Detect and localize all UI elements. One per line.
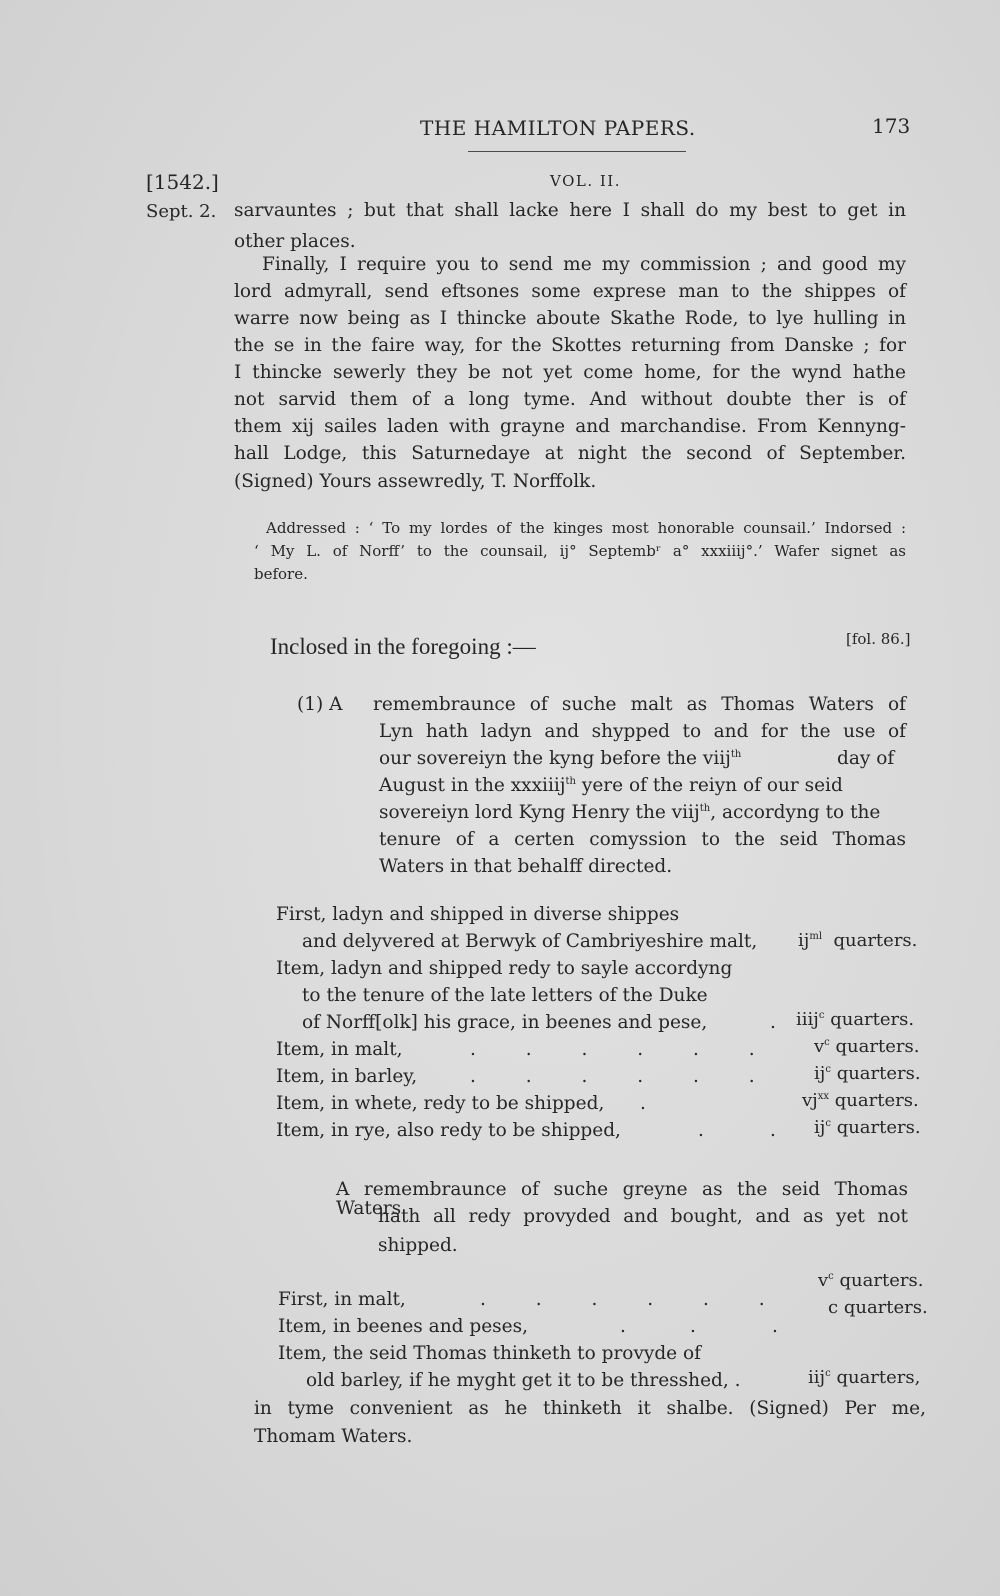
leader-dot: . [772, 1316, 778, 1337]
remembrance-line: A remembraunce of suche greyne as the seid Thomas Waters [336, 1179, 908, 1219]
letter-line: (Signed) Yours assewredly, T. Norffolk. [234, 471, 597, 492]
closing-line: in tyme convenient as he thinketh it shalbe. (Signed) Per me, [254, 1398, 926, 1419]
item-line: Item, the seid Thomas thinketh to provyde of [278, 1343, 701, 1364]
item-line: to the tenure of the late letters of the Duke [302, 985, 708, 1006]
remembrance-line: hath all redy provyded and bought, and as yet not [378, 1206, 908, 1227]
letter-line: lord admyrall, send eftsones some exprese man to the shippes of [234, 281, 906, 302]
letter-line: sarvauntes ; but that shall lacke here I shall do my best to get in [234, 200, 906, 221]
letter-line: not sarvid them of a long tyme. And without doubte ther is of [234, 389, 906, 410]
letter-line: warre now being as I thincke aboute Skathe Rode, to lye hulling in [234, 308, 906, 329]
item-quantity: $ij^c$ quarters. [814, 1117, 921, 1138]
remembrance-line: August in the xxxiiij$^{th}$ yere of the reiyn of our seid [379, 775, 843, 796]
leader-dots: . . . . . . [480, 1289, 787, 1310]
item-quantity: $v^c$ quarters. [818, 1270, 924, 1291]
margin-date: Sept. 2. [146, 201, 217, 222]
item-quantity: $vj^{xx}$ quarters. [802, 1090, 919, 1111]
leader-dot: . [690, 1316, 696, 1337]
item-quantity: $ij^c$ quarters. [814, 1063, 921, 1084]
address-note-line: Addressed : ‘ To my lordes of the kinges most honorable counsail.’ Indorsed : [266, 519, 906, 537]
remembrance-line: shipped. [378, 1235, 458, 1256]
remembrance-number: (1) A [297, 694, 343, 715]
item-line: Item, in beenes and peses, [278, 1316, 528, 1337]
letter-line: the se in the faire way, for the Skottes returning from Danske ; for [234, 335, 906, 356]
year-label: [1542.] [146, 170, 219, 194]
item-line: Item, in barley, [276, 1066, 418, 1087]
leader-dot: . [770, 1012, 776, 1033]
volume-label: VOL. II. [550, 172, 621, 190]
page-number: 173 [872, 114, 911, 138]
item-line: Item, ladyn and shipped redy to sayle accordyng [276, 958, 733, 979]
address-note-line: before. [254, 565, 308, 583]
leader-dot: . [640, 1093, 646, 1114]
folio-reference: [fol. 86.] [846, 630, 911, 648]
remembrance-line: sovereiyn lord Kyng Henry the viij$^{th}$, accordyng to the [379, 802, 881, 823]
item-line: Item, in rye, also redy to be shipped, [276, 1120, 621, 1141]
leader-dot: . [770, 1120, 776, 1141]
letter-line: Finally, I require you to send me my commission ; and good my [262, 254, 906, 275]
item-quantity: iij$^c$ quarters, [808, 1367, 921, 1388]
leader-dots: . . . . . . [470, 1066, 777, 1087]
item-line: First, ladyn and shipped in diverse shippes [276, 904, 680, 925]
item-quantity: c quarters. [828, 1297, 928, 1318]
item-line: First, in malt, [278, 1289, 406, 1310]
item-line: and delyvered at Berwyk of Cambriyeshire malt, [302, 931, 758, 952]
enclosure-heading: Inclosed in the foregoing :— [270, 634, 536, 659]
header-rule [468, 151, 686, 152]
closing-line: Thomam Waters. [254, 1426, 413, 1447]
leader-dots: . . . . . . [470, 1039, 777, 1060]
leader-dot: . [620, 1316, 626, 1337]
address-note-line: ‘ My L. of Norff’ to the counsail, ij° Septembʳ a° xxxiiij°.’ Wafer signet as [254, 542, 906, 560]
remembrance-line: our sovereiyn the kyng before the viij$^{th}$ day of [379, 748, 895, 769]
item-quantity: $v^c$ quarters. [814, 1036, 920, 1057]
remembrance-line: remembraunce of suche malt as Thomas Waters of [373, 694, 906, 715]
item-line: old barley, if he myght get it to be thresshed, . [306, 1370, 741, 1391]
item-quantity: iiij$^c$ quarters. [796, 1009, 915, 1030]
remembrance-line: Lyn hath ladyn and shypped to and for the use of [379, 721, 906, 742]
letter-line: other places. [234, 231, 356, 252]
remembrance-line: tenure of a certen comyssion to the seid Thomas [379, 829, 906, 850]
leader-dot: . [698, 1120, 704, 1141]
item-line: Item, in whete, redy to be shipped, [276, 1093, 605, 1114]
item-quantity: $ij^{ml}$ quarters. [798, 930, 918, 951]
item-line: Item, in malt, [276, 1039, 403, 1060]
letter-line: hall Lodge, this Saturnedaye at night the second of September. [234, 443, 906, 464]
letter-line: I thincke sewerly they be not yet come home, for the wynd hathe [234, 362, 906, 383]
letter-line: them xij sailes laden with grayne and marchandise. From Kennyng- [234, 416, 906, 437]
running-header-title: THE HAMILTON PAPERS. [420, 116, 696, 140]
remembrance-line: Waters in that behalff directed. [379, 856, 673, 877]
item-line: of Norff[olk] his grace, in beenes and pese, [302, 1012, 708, 1033]
